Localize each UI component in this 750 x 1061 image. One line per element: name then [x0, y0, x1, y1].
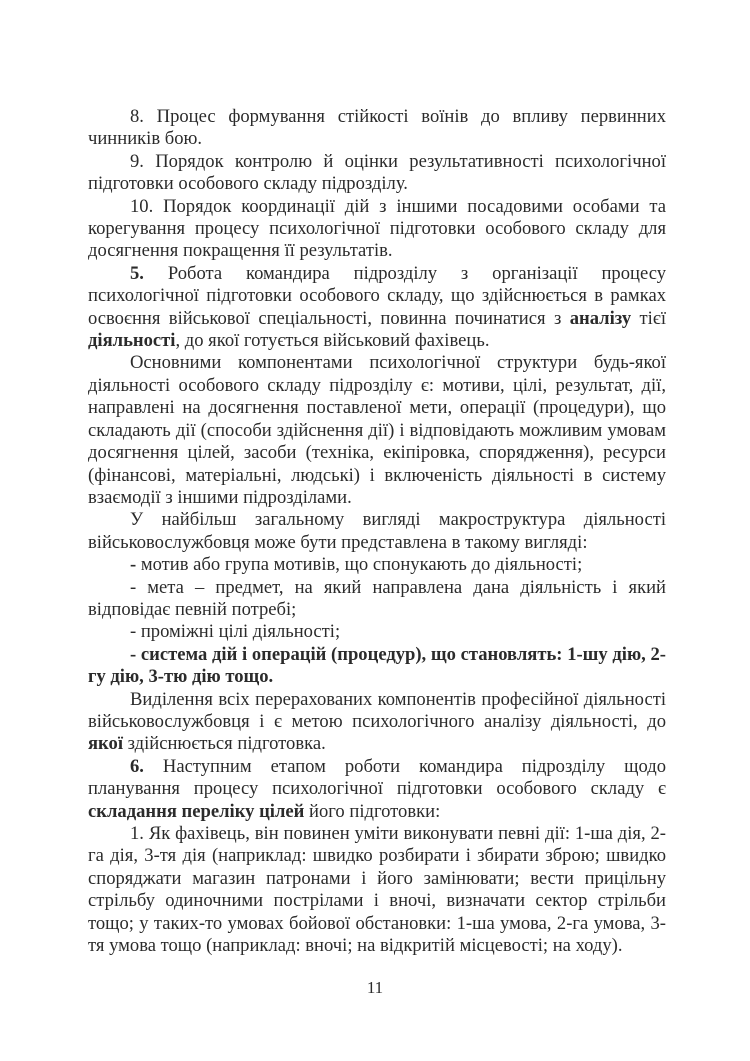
text-run: Наступним етапом роботи командира підрозділу щодо планування процесу психологічної підготовки особового складу є [88, 755, 666, 800]
paragraph-purpose [88, 689, 666, 756]
list-item-actions-system: - система дій і операцій (процедур), що становлять: 1-шу дію, 2-гу дію, 3-тю дію тощо. [88, 643, 666, 688]
document-page [88, 106, 666, 957]
text-run: його підготовки: [304, 800, 441, 822]
bold-term-goals-list: складання переліку цілей [88, 800, 305, 822]
text-run: , до якої готується військовий фахівець. [175, 330, 490, 352]
paragraph-item-8: 8. Процес формування стійкості воїнів до впливу первинних чинників бою. [88, 106, 666, 150]
paragraph-components: Основними компонентами психологічної структури будь-якої діяльності особового складу підрозділу є: мотиви, цілі, результат, дії, направлені на досягнення поставленої мети, операції (процедури), що складають дії (способи здійснення дії) і відповідають можливим умовам досягнення цілей, засоби (техніка, екіпіровка, спорядження), ресурси (фінансові, матеріальні, людські) і включеність діяльності в систему взаємодії з іншими підрозділами. [88, 352, 666, 508]
list-dash: - [130, 554, 137, 576]
text-run: здійснюється підготовка. [123, 733, 326, 755]
list-item-motive [88, 554, 666, 576]
paragraph-item-10: 10. Порядок координації дій з іншими посадовими особами та корегування процесу психологічної підготовки особового складу для досягнення покращення її результатів. [88, 195, 666, 262]
text-run: мотив або група мотивів, що спонукають до діяльності; [136, 554, 583, 576]
paragraph-macrostructure: У найбільш загальному вигляді макроструктура діяльності військовослужбовця може бути представлена в такому вигляді: [88, 509, 666, 553]
text-run: Робота командира підрозділу з організації процесу психологічної підготовки особового складу, що здійснюється в рамках освоєння військової спеціальності, повинна починатися з [88, 262, 666, 329]
paragraph-item-9: 9. Порядок контролю й оцінки результативності психологічної підготовки особового складу підрозділу. [88, 150, 666, 195]
bold-term-activity: діяльності [88, 330, 176, 352]
list-item-intermediate-goals: - проміжні цілі діяльності; [130, 621, 341, 643]
section-number: 5. [130, 262, 144, 284]
paragraph-section-6 [88, 756, 666, 823]
bold-term-analysis: аналізу [569, 307, 632, 329]
page-number: 11 [366, 978, 384, 997]
bold-term-which: якої [88, 733, 123, 755]
paragraph-specialist-actions: 1. Як фахівець, він повинен уміти виконувати певні дії: 1-ша дія, 2-га дія, 3-тя дія (наприклад: швидко розбирати і збирати зброю; швидко споряджати магазин патронами і його замінювати; вести прицільну стрільбу одиночними пострілами і вночі, визначати сектор стрільби тощо; у таких-то умовах бойової обстановки: 1-ша умова, 2-га умова, 3-тя умова тощо (наприклад: вночі; на відкритій місцевості; на ходу). [88, 823, 666, 957]
paragraph-section-5 [88, 263, 666, 353]
text-run: Виділення всіх перерахованих компонентів професійної діяльності військовослужбовця і є метою психологічного аналізу діяльності, до [88, 688, 666, 732]
section-number: 6. [130, 755, 144, 777]
text-run: тієї [631, 307, 666, 329]
list-item-goal: - мета – предмет, на який направлена дана діяльність і який відповідає певній потребі; [88, 576, 666, 620]
